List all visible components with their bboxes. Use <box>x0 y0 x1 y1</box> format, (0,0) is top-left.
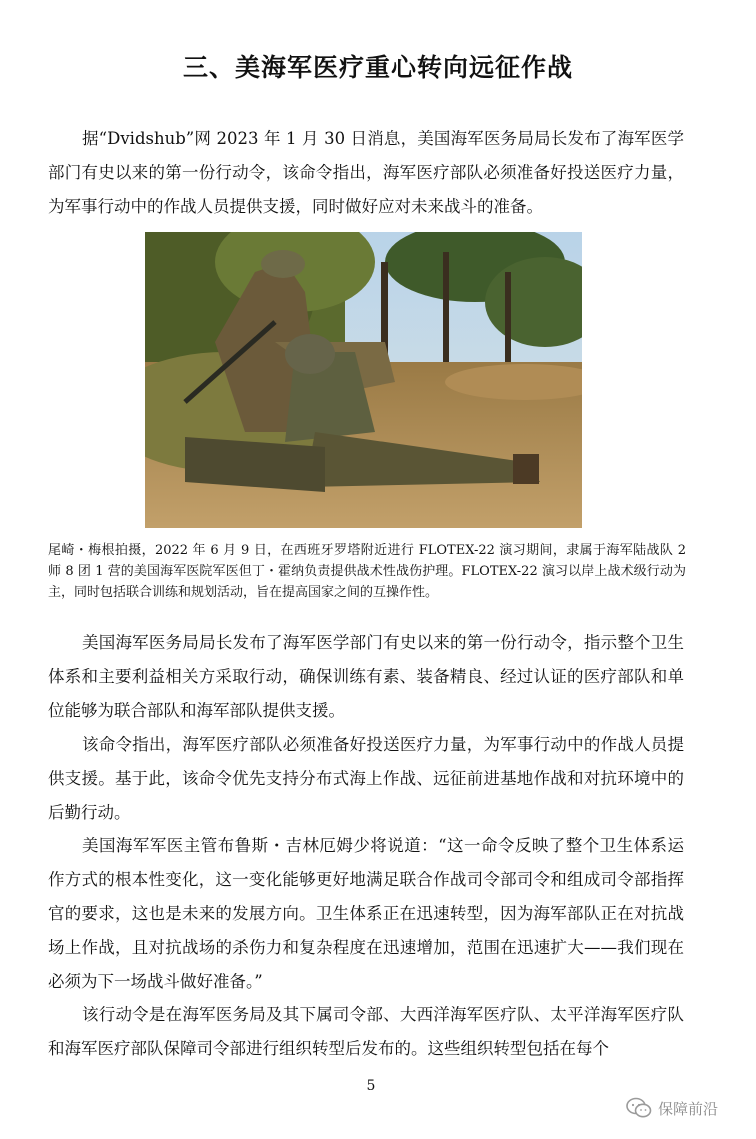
page-number: 5 <box>366 1078 376 1094</box>
watermark-text: 保障前沿 <box>658 1099 719 1118</box>
paragraph-intro: 据“Dvidshub”网 2023 年 1 月 30 日消息，美国海军医务局局长发布了海军医学部门有史以来的第一份行动令，该命令指出，海军医疗部队必须准备好投送医疗力量，为军事行动中的作战人员提供支援，同时做好应对未来战斗的准备。 <box>48 129 684 216</box>
wechat-icon <box>626 1097 652 1119</box>
watermark <box>626 1094 718 1122</box>
paragraph-order-priorities: 该命令指出，海军医疗部队必须准备好投送医疗力量，为军事行动中的作战人员提供支援。基于此，该命令优先支持分布式海上作战、远征前进基地作战和对抗环境中的后勤行动。 <box>48 735 684 822</box>
paragraph-order-overview: 美国海军医务局局长发布了海军医学部门有史以来的第一份行动令，指示整个卫生体系和主要利益相关方采取行动，确保训练有素、装备精良、经过认证的医疗部队和单位能够为联合部队和海军部队提供支援。 <box>48 633 684 720</box>
paragraph-quote: 美国海军军医主管布鲁斯・吉林厄姆少将说道：“这一命令反映了整个卫生体系运作方式的根本性变化，这一变化能够更好地满足联合作战司令部司令和组成司令部指挥官的要求，这也是未来的发展方向。卫生体系正在迅速转型，因为海军部队正在对抗战场上作战，且对抗战场的杀伤力和复杂程度在迅速增加，范围在迅速扩大——我们现在必须为下一场战斗做好准备。” <box>48 836 684 991</box>
paragraph-transformation: 该行动令是在海军医务局及其下属司令部、大西洋海军医疗队、太平洋海军医疗队和海军医疗部队保障司令部进行组织转型后发布的。这些组织转型包括在每个 <box>48 1005 684 1058</box>
page-title: 三、美海军医疗重心转向远征作战 <box>182 53 573 82</box>
photo-illustration <box>145 232 582 528</box>
photo-caption: 尾崎・梅根拍摄，2022 年 6 月 9 日，在西班牙罗塔附近进行 FLOTEX-22 演习期间，隶属于海军陆战队 2 师 8 团 1 营的美国海军医院军医但丁・霍纳负责提供战术性战伤护理。FLOTEX-22 演习以岸上战术级行动为主，同时包括联合训练和规划活动，旨在提高国家之间的互操作性。 <box>48 543 686 600</box>
news-photo <box>145 232 582 528</box>
